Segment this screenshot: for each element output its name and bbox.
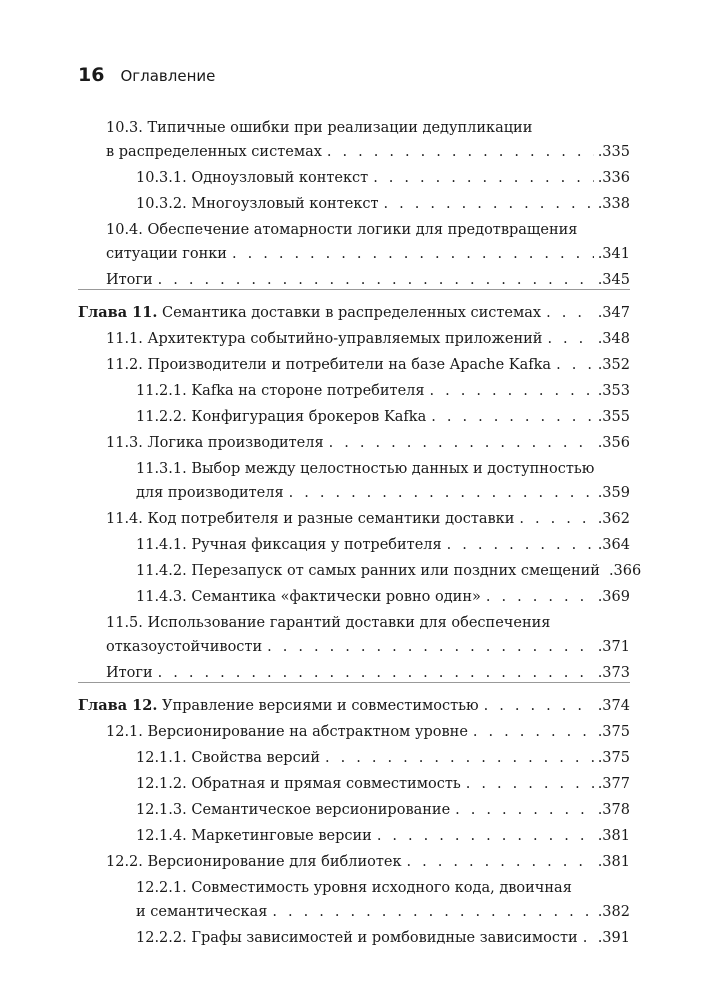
toc-entry-title: Версионирование на абстрактном уровне [147, 724, 468, 740]
toc-entry-number: 12.1.3. [136, 802, 187, 818]
running-title: Оглавление [120, 67, 216, 85]
toc-entry-number: 11.4.3. [136, 589, 187, 605]
toc-entry-number: 12.2. [106, 854, 143, 870]
toc-entry[interactable] [106, 720, 630, 744]
toc-page-number: .391 [597, 930, 630, 946]
page-header [78, 64, 215, 86]
toc-entry[interactable] [136, 746, 630, 770]
toc-page-number: .359 [597, 485, 630, 501]
toc-entry-number: 11.1. [106, 331, 143, 347]
toc-page-number: .341 [597, 246, 630, 262]
toc-entry-title-continuation: в распределенных системах [106, 144, 322, 160]
chapter-separator [78, 682, 630, 683]
dot-leader [466, 772, 594, 796]
toc-entry[interactable] [136, 533, 630, 557]
toc-entry-title: Логика производителя [147, 435, 324, 451]
toc-page-number: .381 [597, 854, 630, 870]
dot-leader [407, 850, 594, 874]
toc-entry-number: 11.3.1. [136, 461, 187, 477]
toc-page-number: .378 [597, 802, 630, 818]
dot-leader [373, 166, 594, 190]
dot-leader [484, 694, 594, 718]
toc-entry[interactable] [136, 192, 630, 216]
toc-entry[interactable] [106, 116, 630, 164]
dot-leader [431, 405, 593, 429]
toc-entry-title: Итоги [106, 272, 153, 288]
toc-page-number: .338 [597, 196, 630, 212]
toc-entry[interactable] [136, 772, 630, 796]
toc-page-number: .371 [597, 639, 630, 655]
toc-entry-title: Свойства версий [191, 750, 321, 766]
toc-entry-number: 10.3.2. [136, 196, 187, 212]
toc-entry-title: Ручная фиксация у потребителя [191, 537, 442, 553]
toc-page-number: .375 [597, 724, 630, 740]
dot-leader [232, 242, 594, 266]
toc-entry-number: 12.1. [106, 724, 143, 740]
dot-leader [377, 824, 594, 848]
toc-entry-title: Управление версиями и совместимостью [161, 698, 479, 714]
toc-page-number: .356 [597, 435, 630, 451]
toc-entry[interactable] [136, 824, 630, 848]
toc-entry-number: 11.2.1. [136, 383, 187, 399]
toc-entry-title: Одноузловый контекст [191, 170, 369, 186]
toc-page-number: .381 [597, 828, 630, 844]
toc-chapter[interactable] [78, 694, 630, 718]
toc-entry-title: Маркетинговые версии [191, 828, 372, 844]
toc-entry[interactable] [136, 559, 642, 583]
dot-leader [455, 798, 594, 822]
dot-leader [546, 301, 594, 325]
toc-entry-number: 10.3.1. [136, 170, 187, 186]
toc-entry[interactable] [106, 218, 630, 266]
toc-entry-number: 12.1.2. [136, 776, 187, 792]
toc-entry-number: 11.5. [106, 615, 143, 631]
toc-entry-title: Семантика доставки в распределенных системах [161, 305, 542, 321]
toc-page-number: .335 [597, 144, 630, 160]
toc-page-number: .373 [597, 665, 630, 681]
toc-entry[interactable] [106, 850, 630, 874]
toc-entry-number: 10.4. [106, 222, 143, 238]
toc-entry[interactable] [136, 798, 630, 822]
dot-leader [267, 635, 594, 659]
toc-entry-number: 11.4.2. [136, 563, 187, 579]
toc-entry[interactable] [136, 585, 630, 609]
toc-entry-number: 12.1.4. [136, 828, 187, 844]
toc-entry-number: 11.2. [106, 357, 143, 373]
toc-page-number: .353 [597, 383, 630, 399]
toc-entry-title: Версионирование для библиотек [147, 854, 402, 870]
dot-leader [486, 585, 594, 609]
toc-entry-title: Использование гарантий доставки для обеспечения [147, 615, 551, 631]
toc-entry[interactable] [136, 876, 630, 924]
toc-entry-number: 12.1.1. [136, 750, 187, 766]
toc-entry-number: 11.2.2. [136, 409, 187, 425]
page-number: 16 [78, 64, 105, 86]
toc-entry[interactable] [106, 431, 630, 455]
chapter-separator [78, 289, 630, 290]
toc-entry-title: Производители и потребители на базе Apache Kafka [147, 357, 552, 373]
toc-entry-title: Типичные ошибки при реализации дедупликации [147, 120, 533, 136]
toc-entry-title: Совместимость уровня исходного кода, двоичная [191, 880, 572, 896]
toc-page-number: .355 [597, 409, 630, 425]
toc-page-number: .375 [597, 750, 630, 766]
toc-entry[interactable] [136, 405, 630, 429]
dot-leader [473, 720, 594, 744]
dot-leader [327, 140, 594, 164]
toc-entry-title: Семантическое версионирование [191, 802, 451, 818]
toc-entry-title-continuation: ситуации гонки [106, 246, 227, 262]
toc-entry-title-continuation: для производителя [136, 485, 284, 501]
toc-page-number: .369 [597, 589, 630, 605]
dot-leader [272, 900, 593, 924]
dot-leader [384, 192, 594, 216]
toc-page-number: .336 [597, 170, 630, 186]
dot-leader [556, 353, 594, 377]
toc-entry-title: Kafka на стороне потребителя [191, 383, 425, 399]
toc-entry-title: Конфигурация брокеров Kafka [191, 409, 427, 425]
toc-entry-title: Итоги [106, 665, 153, 681]
toc-entry-number: 11.4. [106, 511, 143, 527]
toc-chapter[interactable] [78, 301, 630, 325]
toc-entry-number: 11.3. [106, 435, 143, 451]
toc-page-number: .366 [608, 563, 642, 579]
toc-page-number: .345 [597, 272, 630, 288]
toc-entry-title: Перезапуск от самых ранних или поздних смещений [191, 563, 600, 579]
toc-page-number: .364 [597, 537, 630, 553]
toc-page-number: .352 [597, 357, 630, 373]
toc-page-number: .348 [597, 331, 630, 347]
toc-entry[interactable] [106, 327, 630, 351]
toc-entry-number: 10.3. [106, 120, 143, 136]
toc-entry[interactable] [106, 507, 630, 531]
toc-entry-title: Многоузловый контекст [191, 196, 379, 212]
toc-page-number: .347 [597, 305, 630, 321]
dot-leader [289, 481, 594, 505]
toc-entry-title: Выбор между целостностью данных и доступностью [191, 461, 595, 477]
dot-leader [325, 746, 594, 770]
toc-entry[interactable] [106, 353, 630, 377]
dot-leader [447, 533, 594, 557]
toc-page-number: .382 [597, 904, 630, 920]
toc-entry-title-continuation: отказоустойчивости [106, 639, 263, 655]
dot-leader [583, 926, 594, 950]
toc-page-number: .374 [597, 698, 630, 714]
toc-entry-number: Глава 12. [78, 697, 158, 714]
toc-entry[interactable] [106, 611, 630, 659]
toc-entry[interactable] [136, 166, 630, 190]
toc-entry-number: 12.2.1. [136, 880, 187, 896]
toc-entry[interactable] [136, 926, 630, 950]
toc-entry-title: Обеспечение атомарности логики для предотвращения [147, 222, 578, 238]
dot-leader [519, 507, 593, 531]
toc-page-number: .377 [597, 776, 630, 792]
toc-entry-number: 12.2.2. [136, 930, 187, 946]
toc-page-number: .362 [597, 511, 630, 527]
toc-entry-number: Глава 11. [78, 304, 158, 321]
toc-entry-title: Код потребителя и разные семантики доставки [147, 511, 515, 527]
toc-entry-title: Графы зависимостей и ромбовидные зависимости [191, 930, 578, 946]
toc-entry-title: Семантика «фактически ровно один» [191, 589, 481, 605]
dot-leader [547, 327, 593, 351]
toc-entry-title: Обратная и прямая совместимость [191, 776, 461, 792]
toc-entry-number: 11.4.1. [136, 537, 187, 553]
dot-leader [329, 431, 594, 455]
toc-entry-title-continuation: и семантическая [136, 904, 268, 920]
toc-entry[interactable] [136, 379, 630, 403]
toc-entry-title: Архитектура событийно-управляемых приложений [147, 331, 543, 347]
dot-leader [430, 379, 594, 403]
toc-entry[interactable] [136, 457, 630, 505]
